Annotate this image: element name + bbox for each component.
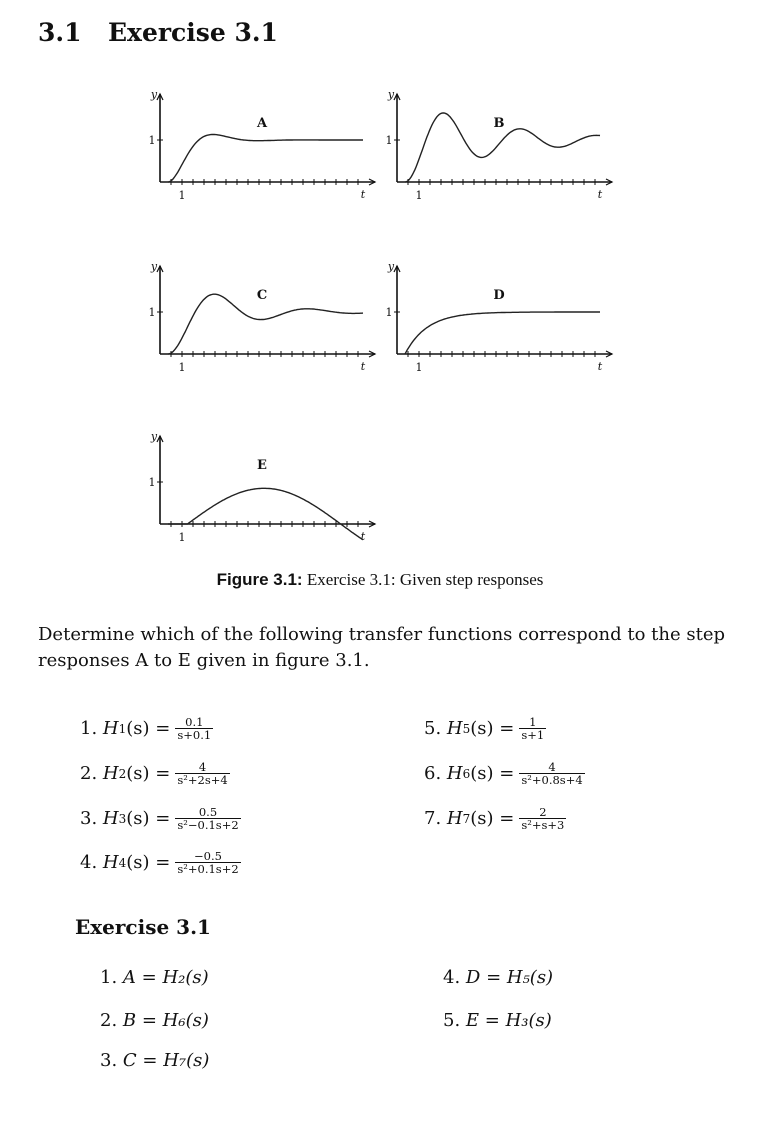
function-subscript: 2 [118,766,127,781]
panel-A-y-label: y [150,88,158,101]
panel-E-y-one-label: 1 [148,476,156,489]
answer-number: 3. [100,1050,118,1071]
panel-E-y-label: y [150,430,158,443]
caption-text: Exercise 3.1: Given step responses [306,570,544,589]
intro-paragraph: Determine which of the following transfer functions correspond to the step responses A to E given in figure 3.1. [38,624,725,671]
function-subscript: 4 [118,855,127,870]
function-name: H [102,718,119,739]
denominator: s²+0.8s+4 [521,773,583,787]
section-number: 3.1 [38,18,82,47]
panel-A-response-curve [168,135,363,183]
fraction [175,761,229,786]
denominator: s²+0.1s+2 [177,862,239,876]
item-number: 2. [80,763,98,784]
transfer-function-item [80,716,213,741]
answer-text: A = H₂(s) [122,967,209,988]
function-name: H [102,763,119,784]
panel-D-y-label: y [387,260,395,273]
numerator: 0.5 [198,805,218,819]
function-argument: (s) = [126,763,171,784]
fraction [175,806,240,831]
numerator: 1 [529,715,537,729]
answer-number: 4. [443,967,461,988]
denominator: s²+2s+4 [177,773,228,787]
function-name: H [102,852,119,873]
item-number: 4. [80,852,98,873]
function-subscript: 5 [462,721,471,736]
answer-text: D = H₅(s) [465,967,554,988]
panel-C-response-curve [168,294,363,354]
item-number: 7. [424,808,442,829]
fraction [175,716,213,741]
panel-B-t-label: t [597,188,603,201]
function-subscript: 1 [118,721,127,736]
numerator: −0.5 [194,849,222,863]
figure-caption [0,570,760,590]
panel-E-t-label: t [360,530,366,543]
answer-text: B = H₆(s) [122,1010,209,1031]
denominator: s²−0.1s+2 [177,818,239,832]
answer-item [100,1010,209,1031]
function-argument: (s) = [126,808,171,829]
function-subscript: 7 [462,811,471,826]
item-number: 5. [424,718,442,739]
answer-item [100,1050,209,1071]
panel-A-x-one-label: 1 [178,189,186,202]
panel-C-x-one-label: 1 [178,361,186,374]
function-subscript: 3 [118,811,127,826]
panel-A-y-one-label: 1 [148,134,156,147]
panel-B-label: B [493,116,505,131]
function-name: H [102,808,119,829]
function-subscript: 6 [462,766,471,781]
function-name: H [446,718,463,739]
function-argument: (s) = [470,763,515,784]
answer-text: E = H₃(s) [465,1010,552,1031]
panel-B-x-one-label: 1 [415,189,423,202]
transfer-function-item [80,850,241,875]
panel-D-label: D [493,288,505,303]
answer-number: 1. [100,967,118,988]
caption-label: Figure 3.1: [216,570,303,589]
panel-B-y-label: y [387,88,395,101]
panel-C-t-label: t [360,360,366,373]
panel-C-y-one-label: 1 [148,306,156,319]
fraction [175,850,240,875]
transfer-function-item [424,761,585,786]
answer-item [443,967,553,988]
answer-number: 5. [443,1010,461,1031]
denominator: s+0.1 [177,728,212,742]
section-title: Exercise 3.1 [108,18,278,47]
panel-A-t-label: t [360,188,366,201]
function-argument: (s) = [126,718,171,739]
step-response-figure [0,0,760,560]
numerator: 4 [548,760,556,774]
function-argument: (s) = [126,852,171,873]
fraction [519,806,566,831]
transfer-function-item [424,716,546,741]
answer-item [443,1010,552,1031]
panel-E-label: E [257,458,267,473]
panel-E-x-one-label: 1 [178,531,186,544]
denominator: s²+s+3 [521,818,565,832]
panel-D-y-one-label: 1 [385,306,393,319]
panel-E-response-curve [168,488,363,540]
fraction [519,716,546,741]
function-argument: (s) = [470,808,515,829]
panel-D-x-one-label: 1 [415,361,423,374]
transfer-function-item [80,806,241,831]
answers-heading: Exercise 3.1 [75,915,211,939]
panel-B-y-one-label: 1 [385,134,393,147]
numerator: 4 [198,760,207,774]
function-name: H [446,808,463,829]
function-argument: (s) = [470,718,515,739]
item-number: 1. [80,718,98,739]
panel-D-response-curve [405,312,600,354]
function-name: H [446,763,463,784]
numerator: 2 [539,805,547,819]
panel-C-y-label: y [150,260,158,273]
answer-item [100,967,209,988]
transfer-function-item [424,806,566,831]
panel-D-t-label: t [597,360,603,373]
numerator: 0.1 [185,715,204,729]
answer-text: C = H₇(s) [122,1050,210,1071]
panel-A-label: A [256,116,268,131]
answer-number: 2. [100,1010,118,1031]
item-number: 6. [424,763,442,784]
item-number: 3. [80,808,98,829]
fraction [519,761,584,786]
transfer-function-item [80,761,230,786]
panel-C-label: C [256,288,268,303]
denominator: s+1 [521,728,545,742]
